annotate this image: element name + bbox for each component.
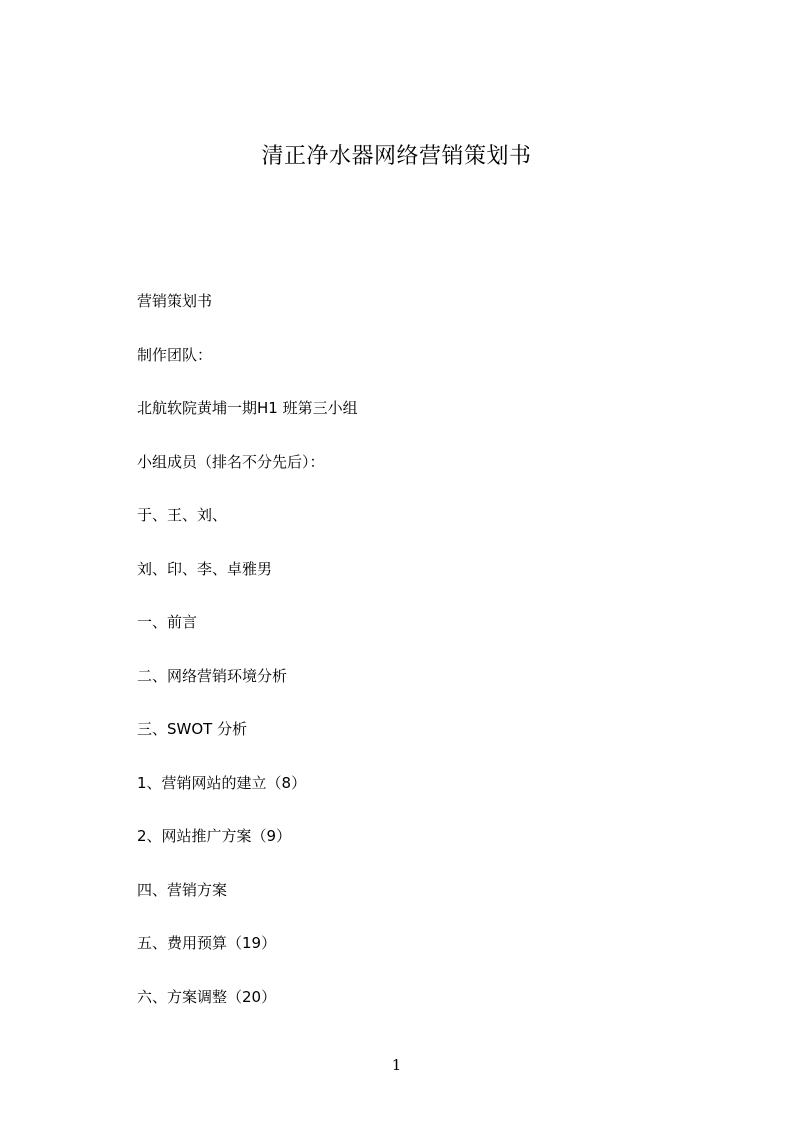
- toc-item-preface: 一、前言: [137, 613, 198, 631]
- body-line-members-2: 刘、印、李、卓雅男: [137, 559, 273, 578]
- page-number: 1: [391, 1056, 402, 1074]
- toc-item-environment-analysis: 二、网络营销环境分析: [137, 666, 288, 685]
- document-body: [137, 290, 697, 1039]
- toc-item-adjustment: 六、方案调整（20）: [137, 987, 277, 1006]
- body-line-team-name: 北航软院黄埔一期H1 班第三小组: [137, 399, 358, 417]
- body-line-team-label: 制作团队：: [137, 345, 213, 364]
- toc-item-budget: 五、费用预算（19）: [137, 934, 277, 952]
- document-title: 清正净水器网络营销策划书: [261, 144, 532, 169]
- body-line-heading: 营销策划书: [137, 292, 213, 310]
- toc-item-website-promotion: 2、网站推广方案（9）: [137, 827, 292, 845]
- toc-item-website-build: 1、营销网站的建立（8）: [137, 773, 307, 792]
- toc-item-marketing-plan: 四、营销方案: [137, 880, 228, 899]
- body-line-members-1: 于、王、刘、: [137, 506, 228, 524]
- toc-item-swot: 三、SWOT 分析: [137, 720, 248, 738]
- body-line-members-label: 小组成员（排名不分先后）：: [137, 452, 325, 471]
